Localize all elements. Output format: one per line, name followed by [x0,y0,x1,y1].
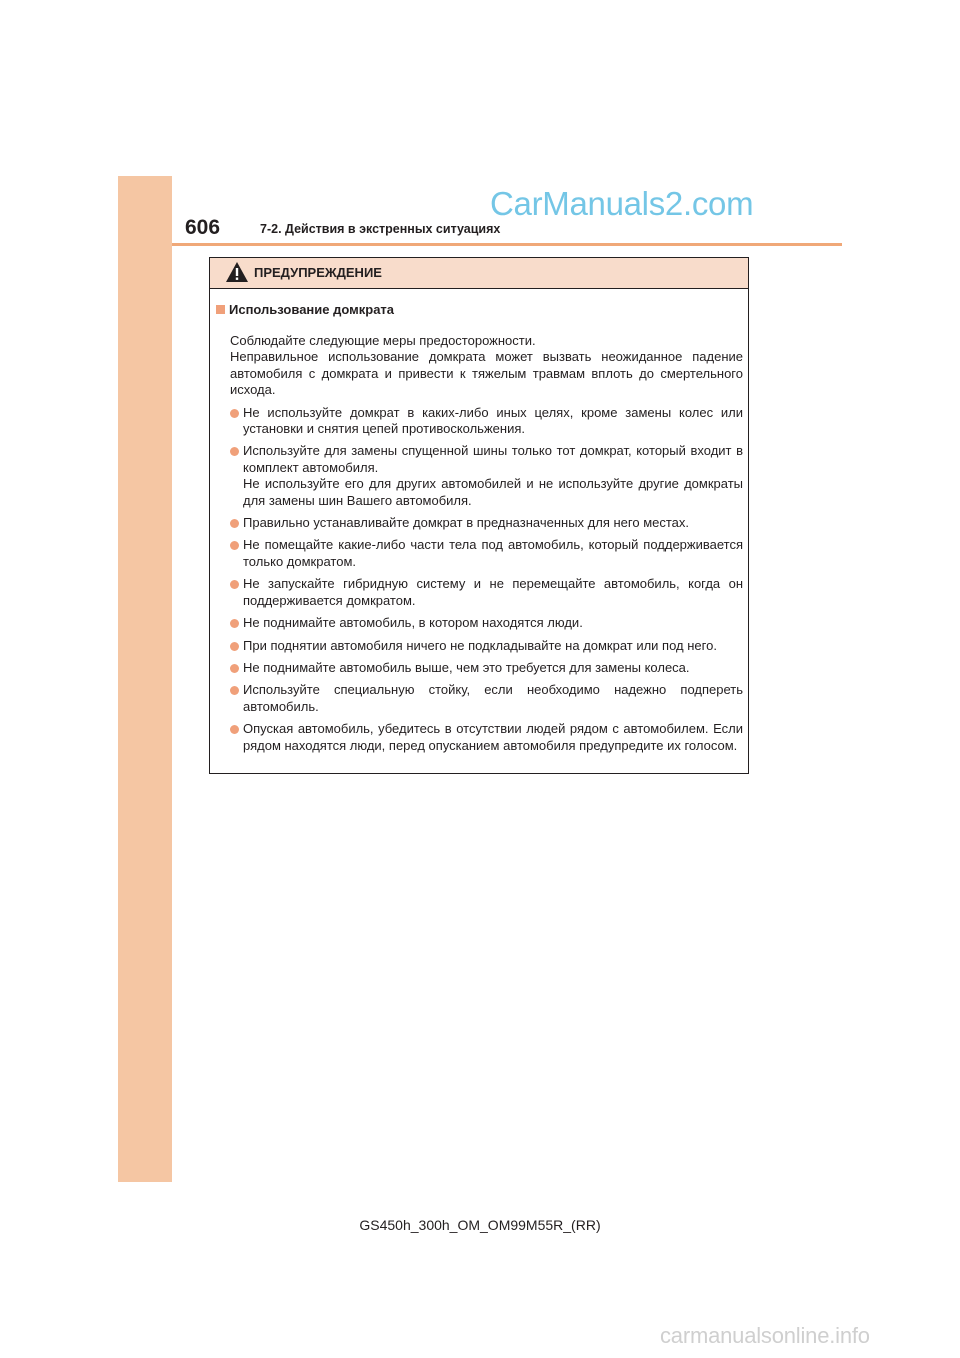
list-item-text: Правильно устанавливайте домкрат в предназначенных для него местах. [243,515,690,531]
list-item [216,537,743,570]
list-item-text: При поднятии автомобиля ничего не подкладывайте на домкрат или под него. [243,637,717,653]
list-item [216,615,743,631]
dot-bullet-icon [230,409,239,418]
list-item [216,660,743,676]
list-item [216,638,743,654]
dot-bullet-icon [230,686,239,695]
header-rule [172,243,842,246]
list-item-text: Используйте специальную стойку, если необходимо надежно подпереть автомобиль. [243,682,743,714]
warning-items [216,405,743,754]
watermark-bottom: carmanualsonline.info [660,1323,870,1348]
intro-line: Соблюдайте следующие меры предосторожности. [230,333,536,348]
list-item [216,576,743,609]
list-item-text: Опуская автомобиль, убедитесь в отсутствии людей рядом с автомобилем. Если рядом находятся люди, перед опусканием автомобиля предупредите их голосом. [243,721,743,753]
list-item-text: Не поднимайте автомобиль, в котором находятся люди. [243,615,583,631]
intro-paragraph [230,333,743,399]
section-title: 7-2. Действия в экстренных ситуациях [260,222,501,236]
page-number: 606 [185,216,221,239]
dot-bullet-icon [230,580,239,589]
side-band [118,176,172,1182]
warning-header [210,258,748,289]
subheading-text: Использование домкрата [229,302,395,317]
warning-triangle-icon [225,261,249,283]
watermark-top: CarManuals2.com [490,185,754,222]
dot-bullet-icon [230,619,239,628]
subheading [216,301,743,321]
square-bullet-icon [216,305,225,314]
list-item [216,682,743,715]
dot-bullet-icon [230,664,239,673]
intro-line: Неправильное использование домкрата может вызвать неожиданное падение автомобиля с домкрата и привести к тяжелым травмам вплоть до смертельного исхода. [230,349,743,398]
list-item-text: Не запускайте гибридную систему и не перемещайте автомобиль, когда он поддерживается домкратом. [243,576,743,608]
list-item [216,443,743,509]
list-item-text: Не используйте его для других автомобилей и не используйте другие домкраты для замены шин Вашего автомобиля. [243,476,743,508]
dot-bullet-icon [230,541,239,550]
list-item-text: Не поднимайте автомобиль выше, чем это требуется для замены колеса. [243,659,690,675]
dot-bullet-icon [230,519,239,528]
warning-title: ПРЕДУПРЕЖДЕНИЕ [254,265,382,280]
warning-box [209,257,749,774]
list-item [216,515,743,531]
list-item-text: Используйте для замены спущенной шины только тот домкрат, который входит в комплект автомобиля. [243,443,743,475]
list-item [216,721,743,754]
list-item [216,405,743,438]
list-item-text: Не используйте домкрат в каких-либо иных целях, кроме замены колес или установки и снятия цепей противоскольжения. [243,404,743,437]
dot-bullet-icon [230,725,239,734]
doc-code: GS450h_300h_OM_OM99M55R_(RR) [359,1217,601,1233]
dot-bullet-icon [230,447,239,456]
list-item-text: Не помещайте какие-либо части тела под автомобиль, который поддерживается только домкратом. [243,537,743,569]
warning-body [210,289,748,754]
dot-bullet-icon [230,642,239,651]
